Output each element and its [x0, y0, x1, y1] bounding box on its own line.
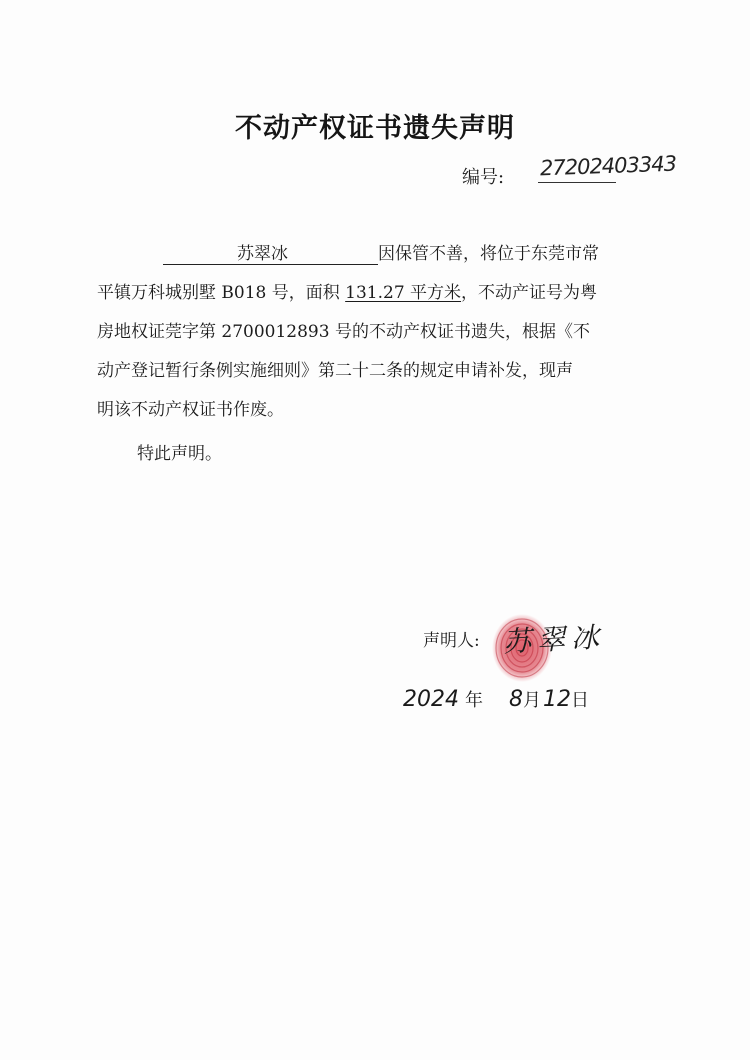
closing-line: [97, 444, 667, 464]
serial-label: 编号:: [462, 167, 505, 188]
area-value: 131.27 平方米: [345, 283, 462, 303]
body-line-2-a: 平镇万科城别墅 B018 号，面积: [97, 283, 346, 303]
date-month-char: 月: [523, 690, 541, 711]
body-line-1: [97, 244, 667, 265]
closing-text: 特此声明。: [137, 444, 222, 464]
body-line-3: 房地权证莞字第 2700012893 号的不动产权证书遗失，根据《不: [97, 322, 590, 342]
document-title: 不动产权证书遗失声明: [235, 113, 515, 144]
date-day: 12: [543, 687, 571, 712]
body-line-5: 明该不动产权证书作废。: [97, 400, 284, 420]
declarant-name-blank: [163, 244, 378, 265]
serial-number-handwritten: 27202403343: [539, 151, 677, 181]
declarer-row: [423, 616, 643, 666]
body-line-1-text: 因保管不善，将位于东莞市常: [378, 244, 599, 264]
date-day-char: 日: [571, 690, 589, 711]
date-month: 8: [509, 687, 523, 712]
declarant-name: 苏翠冰: [237, 244, 288, 264]
date-year: 2024: [403, 687, 459, 712]
serial-underline: [538, 182, 616, 183]
signing-date: [403, 686, 589, 726]
signature-handwritten: 苏翠冰: [502, 620, 606, 659]
body-line-2: [97, 283, 667, 303]
body-line-4: 动产登记暂行条例实施细则》第二十二条的规定申请补发，现声: [97, 361, 573, 381]
date-year-char: 年: [465, 690, 483, 711]
declarer-label: 声明人:: [423, 631, 480, 651]
body-line-2-b: ，不动产证号为粤: [461, 283, 598, 303]
